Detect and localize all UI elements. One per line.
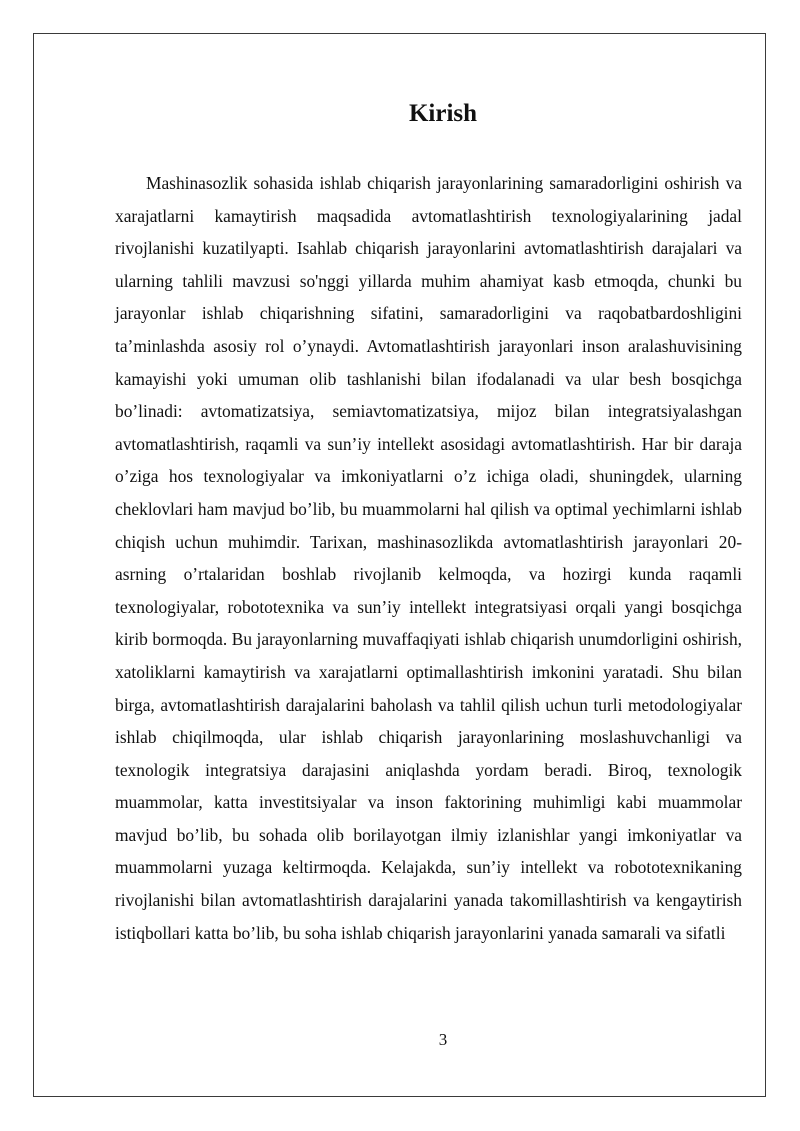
page-number: 3 [438, 1030, 448, 1049]
page-title: Kirish [408, 100, 478, 127]
body-paragraph: Mashinasozlik sohasida ishlab chiqarish jarayonlarining samaradorligini oshirish va xarajatlarni kamaytirish maqsadida avtomatlashtirish texnologiyalarining jadal rivojlanishi kuzatilyapti. Isahlab chiqarish jarayonlarini avtomatlashtirish darajalari va ularning tahlili mavzusi so'nggi yillarda muhim ahamiyat kasb etmoqda, chunki bu jarayonlar ishlab chiqarishning sifatini, samaradorligini va raqobatbardoshligini ta’minlashda asosiy rol o’ynaydi. Avtomatlashtirish jarayonlari inson aralashuvisining kamayishi yoki umuman olib tashlanishi bilan ifodalanadi va ular besh bosqichga bo’linadi: avtomatizatsiya, semiavtomatizatsiya, mijoz bilan integratsiyalashgan avtomatlashtirish, raqamli va sun’iy intellekt asosidagi avtomatlashtirish. Har bir daraja o’ziga hos texnologiyalar va imkoniyatlarni o’z ichiga oladi, shuningdek, ularning cheklovlari ham mavjud bo’lib, bu muammolarni hal qilish va optimal yechimlarni ishlab chiqish uchun muhimdir. Tarixan, mashinasozlikda avtomatlashtirish jarayonlari 20-asrning o’rtalaridan boshlab rivojlanib kelmoqda, va hozirgi kunda raqamli texnologiyalar, robototexnika va sun’iy intellekt integratsiyasi orqali yangi bosqichga kirib bormoqda. Bu jarayonlarning muvaffaqiyati ishlab chiqarish unumdorligini oshirish, xatoliklarni kamaytirish va xarajatlarni optimallashtirish imkonini yaratadi. Shu bilan birga, avtomatlashtirish darajalarini baholash va tahlil qilish uchun turli metodologiyalar ishlab chiqilmoqda, ular ishlab chiqarish jarayonlarining moslashuvchanligi va texnologik integratsiya darajasini aniqlashda yordam beradi. Biroq, texnologik muammolar, katta investitsiyalar va inson faktorining muhimligi kabi muammolar mavjud bo’lib, bu sohada olib borilayotgan ilmiy izlanishlar yangi imkoniyatlar va muammolarni yuzaga keltirmoqda. Kelajakda, sun’iy intellekt va robototexnikaning rivojlanishi bilan avtomatlashtirish darajalarini yanada takomillashtirish va kengaytirish istiqbollari katta bo’lib, bu soha ishlab chiqarish jarayonlarini yanada samarali va sifatli [115, 173, 742, 943]
